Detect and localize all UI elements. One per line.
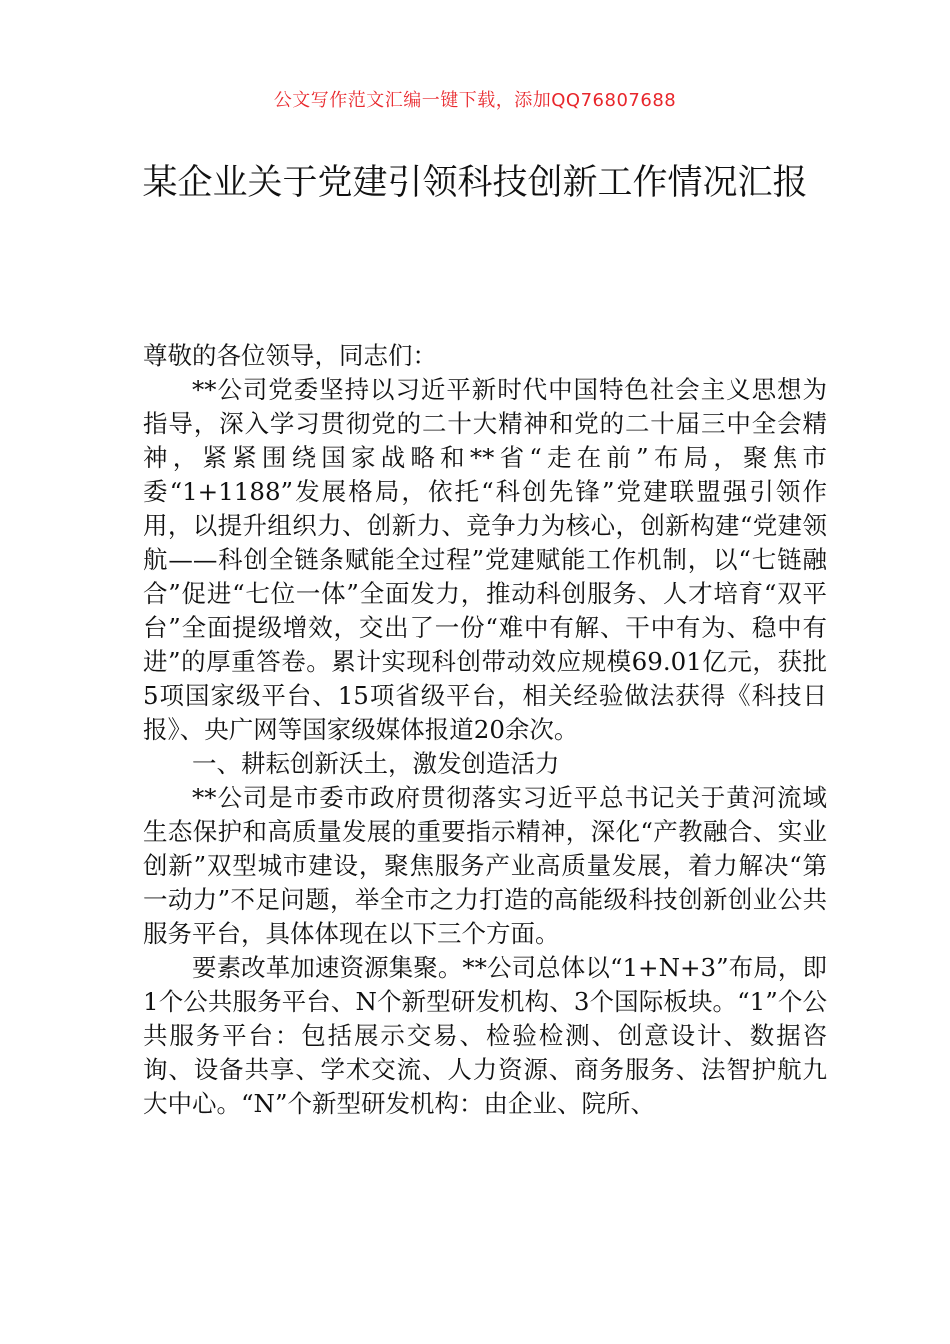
paragraph-section-1: **公司是市委市政府贯彻落实习近平总书记关于黄河流域生态保护和高质量发展的重要指示精神，深化“产教融合、实业创新”双型城市建设，聚焦服务产业高质量发展，着力解决“第一动力”不足问题，举全市之力打造的高能级科技创新创业公共服务平台，具体体现在以下三个方面。 bbox=[143, 783, 827, 948]
paragraph-intro: **公司党委坚持以习近平新时代中国特色社会主义思想为指导，深入学习贯彻党的二十大精神和党的二十届三中全会精神，紧紧围绕国家战略和**省“走在前”布局，聚焦市委“1+1188”发展格局，依托“科创先锋”党建联盟强引领作用，以提升组织力、创新力、竞争力为核心，创新构建“党建领航——科创全链条赋能全过程”党建赋能工作机制，以“七链融合”促进“七位一体”全面发力，推动科创服务、人才培育“双平台”全面提级增效，交出了一份“难中有解、干中有为、稳中有进”的厚重答卷。累计实现科创带动效应规模69.01亿元，获批5项国家级平台、15项省级平台，相关经验做法获得《科技日报》、央广网等国家级媒体报道20余次。 bbox=[143, 375, 827, 744]
salutation: 尊敬的各位领导，同志们： bbox=[143, 341, 437, 370]
document-body bbox=[143, 339, 827, 1121]
document-title: 某企业关于党建引领科技创新工作情况汇报 bbox=[142, 163, 808, 203]
download-watermark[interactable]: 公文写作范文汇编一键下载，添加QQ76807688 bbox=[273, 90, 677, 111]
section-heading-1: 一、耕耘创新沃土，激发创造活力 bbox=[192, 749, 560, 778]
paragraph-reform: 要素改革加速资源集聚。**公司总体以“1+N+3”布局，即1个公共服务平台、N个新型研发机构、3个国际板块。“1”个公共服务平台：包括展示交易、检验检测、创意设计、数据咨询、设备共享、学术交流、人力资源、商务服务、法智护航九大中心。“N”个新型研发机构：由企业、院所、 bbox=[143, 953, 827, 1118]
